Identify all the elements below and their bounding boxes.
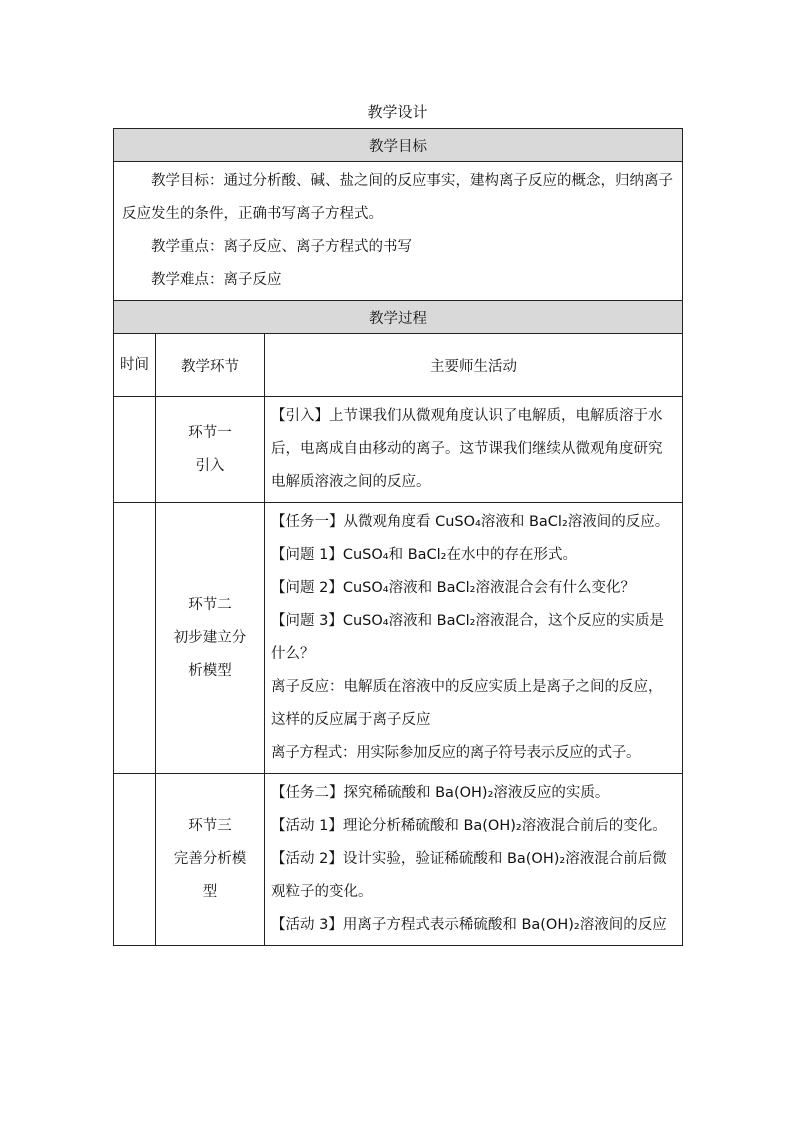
stage-3-name: 环节三 [188, 818, 232, 834]
teaching-difficulties: 教学难点：离子反应 [151, 272, 282, 288]
activity-line: 【引入】上节课我们从微观角度认识了电解质，电解质溶于水后，电离成自由移动的离子。这节课我们继续从微观角度研究电解质溶液之间的反应。 [271, 408, 663, 490]
stage-row-3 [114, 774, 683, 946]
stage-1-cell [156, 397, 265, 503]
activity-line: 离子反应：电解质在溶液中的反应实质上是离子之间的反应，这样的反应属于离子反应 [271, 679, 663, 728]
stage-1-time-cell [114, 397, 156, 503]
stage-1-subtitle: 引入 [195, 457, 225, 474]
teaching-goal: 教学目标：通过分析酸、碱、盐之间的反应事实，建构离子反应的概念，归纳离子反应发生的条件，正确书写离子方程式。 [122, 173, 673, 222]
process-column-header-row [114, 334, 683, 397]
stage-2-cell [156, 503, 265, 774]
activity-line: 【活动 2】设计实验，验证稀硫酸和 Ba(OH)₂溶液混合前后微观粒子的变化。 [271, 851, 667, 900]
stage-1-activities [265, 397, 683, 503]
stage-2-name: 环节二 [188, 596, 232, 613]
activity-line: 【问题 1】CuSO₄和 BaCl₂在水中的存在形式。 [271, 547, 577, 563]
activity-line: 【活动 1】理论分析稀硫酸和 Ba(OH)₂溶液混合前后的变化。 [271, 818, 667, 834]
stage-3-activities [265, 774, 683, 946]
teaching-key-points: 教学重点：离子反应、离子方程式的书写 [151, 239, 412, 255]
activity-line: 【任务二】探究稀硫酸和 Ba(OH)₂溶液反应的实质。 [271, 785, 610, 801]
process-heading-row [114, 301, 683, 334]
document-title: 教学设计 [367, 103, 428, 121]
objectives-content [114, 162, 683, 301]
stage-row-1 [114, 397, 683, 503]
activity-line: 【问题 2】CuSO₄溶液和 BaCl₂溶液混合会有什么变化？ [271, 580, 635, 596]
activity-line: 【活动 3】用离子方程式表示稀硫酸和 Ba(OH)₂溶液间的反应 [271, 917, 667, 933]
stage-3-time-cell [114, 774, 156, 946]
column-header-activity: 主要师生活动 [265, 334, 683, 397]
stage-row-2 [114, 503, 683, 774]
stage-2-activities [265, 503, 683, 774]
stage-1-name: 环节一 [188, 424, 232, 441]
activity-line: 离子方程式：用实际参加反应的离子符号表示反应的式子。 [271, 745, 641, 761]
process-heading: 教学过程 [114, 301, 683, 334]
column-header-time: 时间 [114, 334, 156, 397]
lesson-plan-table [113, 128, 683, 946]
stage-3-subtitle: 完善分析模型 [173, 851, 247, 900]
activity-line: 【任务一】从微观角度看 CuSO₄溶液和 BaCl₂溶液间的反应。 [271, 514, 670, 530]
objectives-row [114, 162, 683, 301]
stage-3-cell [156, 774, 265, 946]
activity-line: 【问题 3】CuSO₄溶液和 BaCl₂溶液混合，这个反应的实质是什么？ [271, 613, 664, 662]
stage-2-time-cell [114, 503, 156, 774]
objectives-heading: 教学目标 [114, 129, 683, 162]
column-header-stage: 教学环节 [156, 334, 265, 397]
stage-2-subtitle: 初步建立分析模型 [173, 629, 247, 679]
objectives-heading-row [114, 129, 683, 162]
